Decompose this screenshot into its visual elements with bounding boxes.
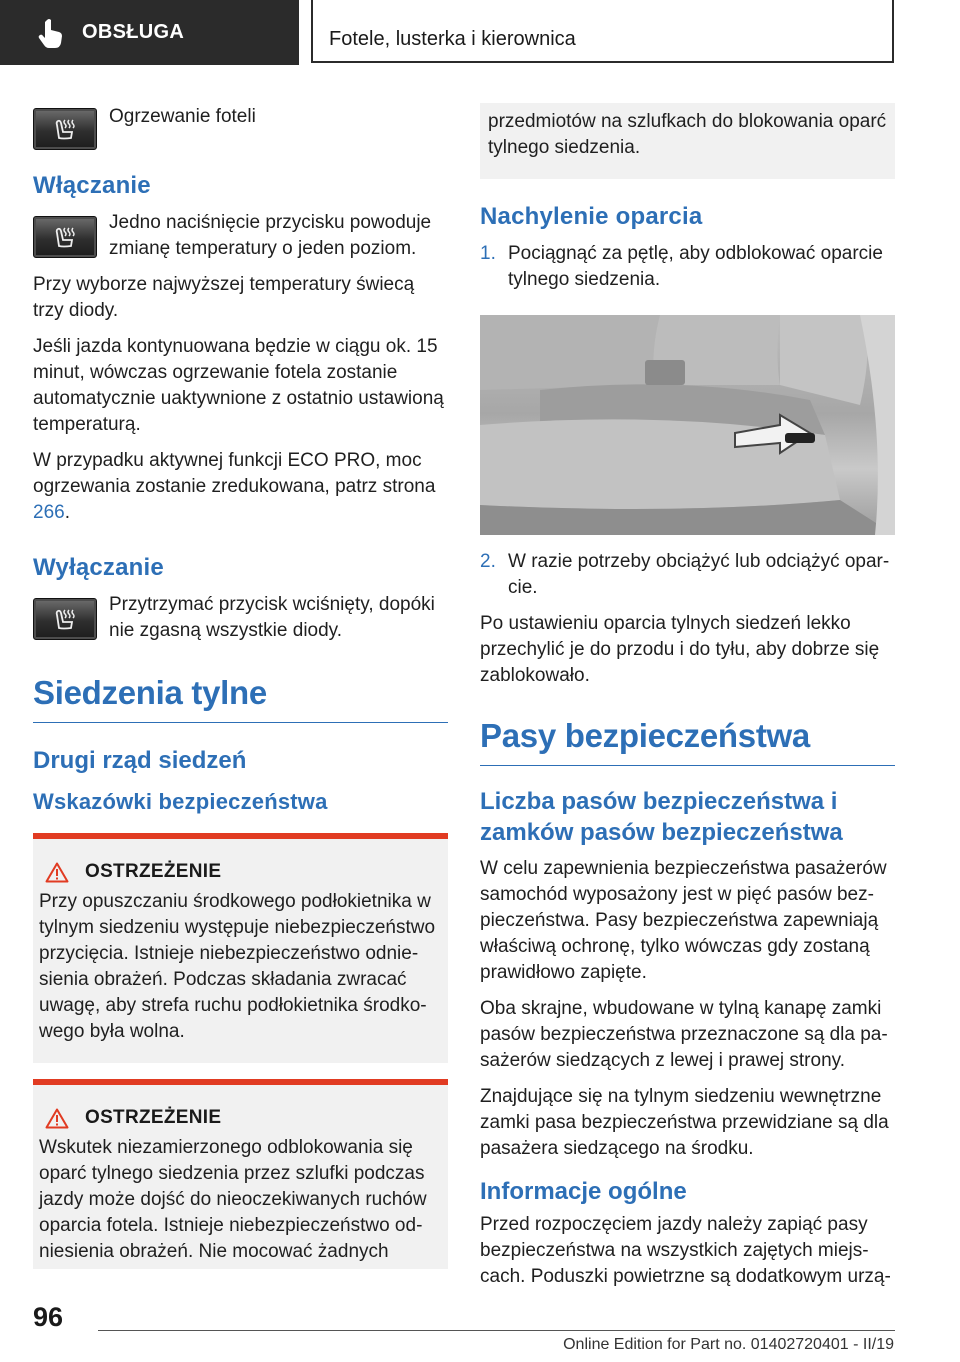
on-paragraph-2: Jeśli jazda kontynuowana będzie w ciągu ok. 15 minut, wówczas ogrzewanie fotela zostanie automatycznie uaktywnione z ostatnio ustawioną temperaturą.: [33, 336, 444, 435]
step-text: Pociągnąć za pętlę, aby odblokować oparcie tylnego siedzenia.: [508, 243, 883, 290]
section-tab: [0, 0, 299, 65]
warning-box-2: [33, 1079, 448, 1269]
step-text: W razie potrzeby obciążyć lub odciążyć opar-cie.: [508, 551, 890, 598]
warning-box-1: [33, 833, 448, 1063]
step-number: 2.: [480, 551, 496, 572]
general-info-heading: Informacje ogólne: [480, 1178, 687, 1205]
page-link-266[interactable]: 266: [33, 502, 65, 523]
off-button-row: [33, 592, 448, 644]
safety-heading: Wskazówki bezpieczeństwa: [33, 789, 328, 814]
right-column: [480, 103, 895, 1300]
section-tab-label: OBSŁUGA: [82, 21, 185, 43]
step-number: 1.: [480, 243, 496, 264]
continued-note-box: [480, 103, 895, 179]
seat-heating-button-image: [33, 598, 97, 640]
on-paragraph-3-end: .: [64, 502, 70, 523]
belt-count-paragraph-3: Znajdujące się na tylnym siedzeniu wewnętrzne zamki pasa bezpieczeństwa przewidziane są dla pasażera siedzącego na środku.: [480, 1086, 889, 1159]
seat-heating-icon: [52, 116, 78, 142]
footer-divider: [98, 1330, 895, 1331]
heating-button-row: [33, 100, 448, 150]
seat-heating-button-image: [33, 108, 97, 150]
chapter-title: Fotele, lusterka i kierownica: [311, 0, 894, 63]
belt-count-paragraph-2: Oba skrajne, wbudowane w tylną kanapę zamki pasów bezpieczeństwa przeznaczone są dla pa-sażerów siedzących z lewej i prawej strony.: [480, 998, 888, 1071]
tilt-steps: [480, 241, 895, 293]
off-button-text: Przytrzymać przycisk wciśnięty, dopóki nie zgasną wszystkie diody.: [109, 594, 435, 641]
warning-text: Wskutek niezamierzonego odblokowania się oparć tylnego siedzenia przez szlufki podczas jazdy może dojść do nieoczekiwanych ruchów oparcia fotela. Istnieje niebezpieczeństwo od-niesienia obrażeń. Nie mocować żadnych: [39, 1137, 427, 1262]
belt-count-paragraph-1: W celu zapewnienia bezpieczeństwa pasażerów samochód wyposażony jest w pięć pasów bez-pieczeństwa. Pasy bezpieczeństwa zapewniają właściwą ochronę, tylko wówczas gdy zostaną prawidłowo zapięte.: [480, 858, 887, 983]
warning-title: OSTRZEŻENIE: [85, 1107, 222, 1128]
section-title: Siedzenia tylne: [33, 674, 448, 723]
tilt-steps-continued: [480, 549, 895, 601]
on-button-row: [33, 210, 448, 262]
heating-caption: Ogrzewanie foteli: [109, 106, 256, 127]
warning-header: [45, 1107, 442, 1129]
general-info-paragraph: Przed rozpoczęciem jazdy należy zapiąć pasy bezpieczeństwa na wszystkich zajętych miejs-cach. Poduszki powietrzne są dodatkowym urzą-: [480, 1214, 891, 1287]
hand-pointer-icon: [38, 18, 64, 48]
belts-section-title: Pasy bezpieczeństwa: [480, 717, 895, 766]
belt-count-heading: Liczba pasów bezpieczeństwa i zamków pasów bezpieczeństwa: [480, 788, 843, 846]
page-number: 96: [33, 1302, 64, 1332]
continued-note-text: przedmiotów na szlufkach do blokowania oparć tylnego siedzenia.: [488, 111, 887, 158]
warning-triangle-icon: [45, 1108, 69, 1129]
warning-triangle-icon: [45, 862, 69, 883]
rear-seat-illustration: [480, 315, 895, 535]
warning-title: OSTRZEŻENIE: [85, 861, 222, 882]
subsection-title: Drugi rząd siedzeń: [33, 747, 247, 774]
seat-heating-button-image: [33, 216, 97, 258]
tilt-heading: Nachylenie oparcia: [480, 203, 703, 230]
warning-header: [45, 861, 442, 883]
step-1: [480, 241, 895, 293]
seat-heating-icon: [52, 224, 78, 250]
on-heading: Włączanie: [33, 172, 151, 199]
step-2: [480, 549, 895, 601]
rear-seat-photo: [480, 315, 895, 535]
warning-text: Przy opuszczaniu środkowego podłokietnika w tylnym siedzeniu występuje niebezpieczeństwo przycięcia. Istnieje niebezpieczeństwo odnie-sienia obrażeń. Podczas składania zwracać uwagę, aby strefa ruchu podłokietnika środko-wego była wolna.: [39, 891, 436, 1042]
left-column: [33, 100, 448, 1285]
on-button-text: Jedno naciśnięcie przycisku powoduje zmianę temperatury o jeden poziom.: [109, 212, 432, 259]
on-paragraph-1: Przy wyborze najwyższej temperatury świecą trzy diody.: [33, 274, 415, 321]
tilt-paragraph: Po ustawieniu oparcia tylnych siedzeń lekko przechylić je do przodu i do tyłu, aby dobrze się zablokowało.: [480, 613, 880, 686]
off-heading: Wyłączanie: [33, 554, 164, 581]
on-paragraph-3: [33, 448, 448, 526]
footer-edition-text: Online Edition for Part no. 01402720401 - II/19: [563, 1336, 894, 1353]
seat-heating-icon: [52, 606, 78, 632]
on-paragraph-3-text: W przypadku aktywnej funkcji ECO PRO, moc ogrzewania zostanie zredukowana, patrz strona: [33, 450, 436, 497]
